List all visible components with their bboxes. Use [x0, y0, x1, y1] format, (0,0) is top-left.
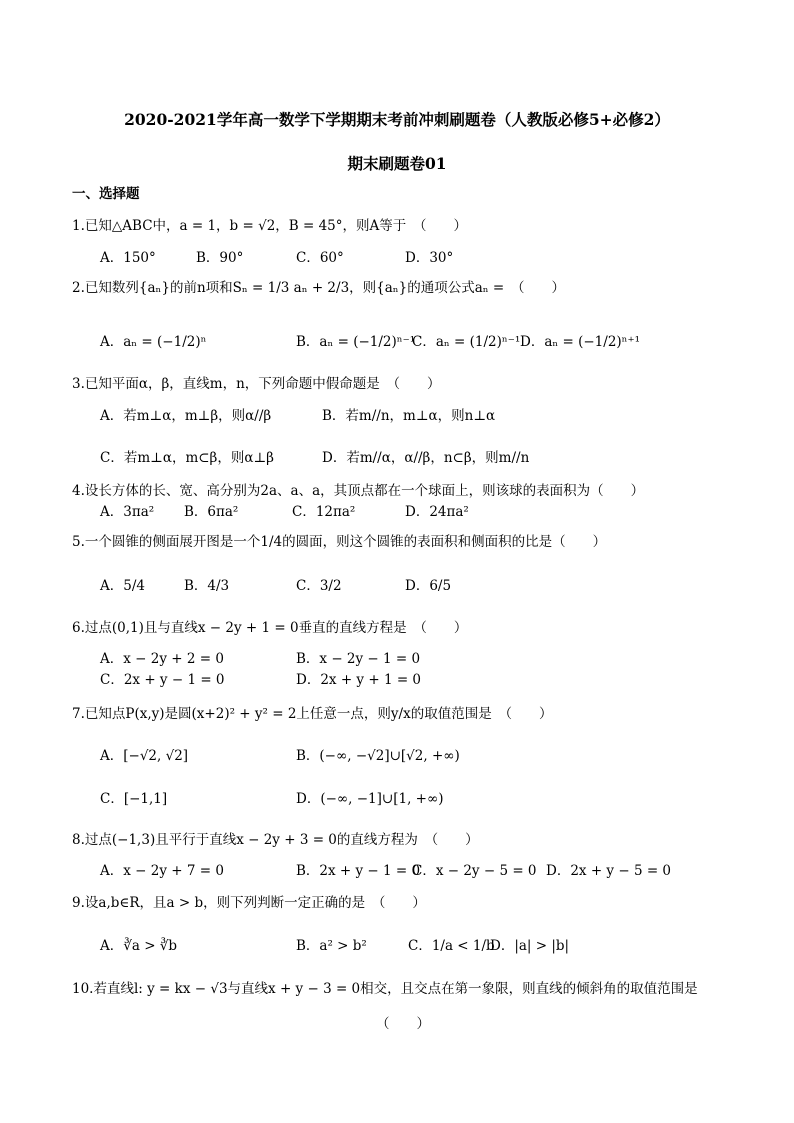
question-stem: 设a,b∈R，且a > b，则下列判断一定正确的是 （ ）	[84, 895, 426, 911]
option: A．x − 2y + 2 = 0	[100, 651, 224, 667]
option: D．若m//α，α//β，n⊂β，则m//n	[322, 450, 530, 466]
question-stem: 过点(0,1)且与直线x − 2y + 1 = 0垂直的直线方程是 （ ）	[84, 620, 468, 636]
option: D．30°	[405, 250, 454, 266]
question-number: 4.	[72, 483, 85, 499]
question-number: 7.	[72, 706, 85, 722]
question-8	[72, 828, 479, 848]
option: C．60°	[296, 250, 344, 266]
option: D．aₙ = (−1/2)ⁿ⁺¹	[520, 334, 641, 350]
option: A．aₙ = (−1/2)ⁿ	[100, 334, 207, 350]
question-number: 6.	[72, 620, 85, 636]
option: A．∛a > ∛b	[100, 938, 178, 954]
question-stem: 一个圆锥的侧面展开图是一个1/4的圆面，则这个圆锥的表面积和侧面积的比是（ ）	[84, 534, 607, 550]
option: C．[−1,1]	[100, 791, 168, 807]
section-heading: 一、选择题	[72, 186, 140, 202]
option: B．(−∞, −√2]∪[√2, +∞)	[296, 748, 460, 764]
question-stem: 已知△ABC中，a = 1，b = √2，B = 45°，则A等于 （ ）	[84, 218, 468, 234]
question-6	[72, 616, 467, 636]
question-5	[72, 530, 606, 550]
question-3	[72, 372, 441, 392]
question-stem: 若直线l: y = kx − √3与直线x + y − 3 = 0相交，且交点在第一象限，则直线的倾斜角的取值范围是	[93, 981, 698, 997]
answer-bracket: （ ）	[376, 1016, 430, 1032]
option: C．1/a < 1/b	[408, 938, 495, 954]
option: A．若m⊥α，m⊥β，则α//β	[100, 408, 272, 424]
question-2	[72, 276, 565, 296]
question-1	[72, 214, 467, 234]
question-stem: 过点(−1,3)且平行于直线x − 2y + 3 = 0的直线方程为 （ ）	[84, 832, 479, 848]
question-number: 1.	[72, 218, 85, 234]
option: D．24πa²	[405, 504, 469, 520]
question-7	[72, 702, 552, 722]
question-stem: 已知数列{aₙ}的前n项和Sₙ = 1/3 aₙ + 2/3，则{aₙ}的通项公式aₙ = （ ）	[84, 280, 565, 296]
option: B．x − 2y − 1 = 0	[296, 651, 421, 667]
question-number: 3.	[72, 376, 85, 392]
option: D．2x + y − 5 = 0	[546, 863, 672, 879]
question-stem: 已知点P(x,y)是圆(x+2)² + y² = 2上任意一点，则y/x的取值范围是 （ ）	[84, 706, 553, 722]
option: B．4/3	[184, 578, 230, 594]
option: A．x − 2y + 7 = 0	[100, 863, 224, 879]
question-stem: 设长方体的长、宽、高分别为2a、a、a，其顶点都在一个球面上，则该球的表面积为（ ）	[84, 483, 645, 499]
option: D．(−∞, −1]∪[1, +∞)	[296, 791, 444, 807]
option: D．6/5	[405, 578, 452, 594]
option: C．2x + y − 1 = 0	[100, 672, 225, 688]
question-stem: 已知平面α，β，直线m，n，下列命题中假命题是 （ ）	[84, 376, 441, 392]
document-subtitle: 期末刷题卷01	[347, 154, 447, 173]
question-number: 5.	[72, 534, 85, 550]
document-title: 2020-2021学年高一数学下学期期末考前冲刺刷题卷（人教版必修5+必修2）	[124, 110, 670, 129]
option: B．2x + y − 1 = 0	[296, 863, 421, 879]
option: C．aₙ = (1/2)ⁿ⁻¹	[412, 334, 521, 350]
option: A．150°	[100, 250, 156, 266]
question-number: 2.	[72, 280, 85, 296]
question-10	[72, 977, 698, 997]
option: B．aₙ = (−1/2)ⁿ⁻¹	[296, 334, 416, 350]
question-number: 9.	[72, 895, 85, 911]
option: A．[−√2, √2]	[100, 748, 189, 764]
option: B．6πa²	[184, 504, 239, 520]
question-4	[72, 479, 644, 499]
option: A．5/4	[100, 578, 145, 594]
option: D．|a| > |b|	[490, 938, 570, 954]
option: B．a² > b²	[296, 938, 367, 954]
option: B．90°	[196, 250, 244, 266]
option: C．若m⊥α，m⊂β，则α⊥β	[100, 450, 274, 466]
question-9	[72, 891, 426, 911]
option: C．12πa²	[292, 504, 356, 520]
option: A．3πa²	[100, 504, 155, 520]
option: B．若m//n，m⊥α，则n⊥α	[322, 408, 496, 424]
question-number: 8.	[72, 832, 85, 848]
option: D．2x + y + 1 = 0	[296, 672, 422, 688]
option: C．x − 2y − 5 = 0	[412, 863, 537, 879]
question-number: 10.	[72, 981, 94, 997]
option: C．3/2	[296, 578, 342, 594]
